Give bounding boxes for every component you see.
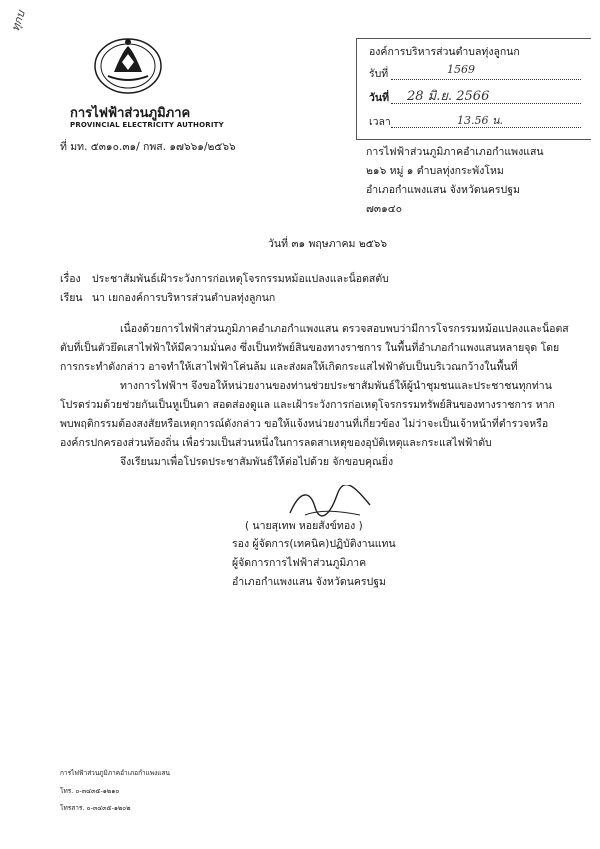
signer-name: ( นายสุเทพ หอยสังข์ทอง ) <box>245 520 363 532</box>
address-line-2: ๒๑๖ หมู่ ๑ ตำบลทุ่งกระพังโหม <box>366 165 504 177</box>
address-line-1: การไฟฟ้าส่วนภูมิภาคอำเภอกำแพงแสน <box>366 146 544 158</box>
stamp-date-value: 28 มิ.ย. 2566 <box>407 89 490 104</box>
recipient-text: นา เยกองค์การบริหารส่วนตำบลทุ่งลูกนก <box>92 292 276 304</box>
body-line-4: ทางการไฟฟ้าฯ จึงขอให้หน่วยงานของท่านช่วยประชาสัมพันธ์ให้ผู้นำชุมชนและประชาชนทุกท่าน <box>120 380 552 392</box>
letter-date: วันที่ ๓๑ พฤษภาคม ๒๕๖๖ <box>268 238 388 250</box>
address-line-3: อำเภอกำแพงแสน จังหวัดนครปฐม <box>366 184 520 196</box>
stamp-date-label: วันที่ <box>369 92 389 104</box>
recipient-label: เรียน <box>60 292 83 304</box>
subject-label: เรื่อง <box>60 273 81 285</box>
footer-phone: โทร. ๐-๓๔๓๕-๑๒๑๐ <box>60 787 120 795</box>
body-line-7: องค์กรปกครองส่วนท้องถิ่น เพื่อร่วมเป็นส่วนหนึ่งในการลดสาเหตุของอุบัติเหตุและกระแสไฟฟ้าดับ <box>60 437 492 449</box>
signature-scribble-icon <box>285 485 375 521</box>
pea-logo <box>92 32 164 96</box>
body-line-5: โปรดร่วมด้วยช่วยกันเป็นหูเป็นตา สอดส่องดูแล และเฝ้าระวังการก่อเหตุโจรกรรมทรัพย์สินของทางราชการ หาก <box>60 399 555 411</box>
reference-number: ที่ มท. ๕๓๑๐.๓๑/ กพส. ๑๗๖๖๑/๒๕๖๖ <box>60 141 236 153</box>
body-line-2: ตับที่เป็นตัวยึดเสาไฟฟ้าให้มีความมั่นคง ซึ่งเป็นทรัพย์สินของทางราชการ ในพื้นที่อำเภอกำแพงแสนหลายจุด โดย <box>60 342 560 354</box>
stamp-received-value: 1569 <box>447 63 475 76</box>
stamp-time-value: 13.56 น. <box>457 114 504 127</box>
signer-position-2: ผู้จัดการการไฟฟ้าส่วนภูมิภาค <box>232 557 367 569</box>
subject-text: ประชาสัมพันธ์เฝ้าระวังการก่อเหตุโจรกรรมหม้อแปลงและน็อตสตับ <box>92 273 389 285</box>
body-line-8: จึงเรียนมาเพื่อโปรดประชาสัมพันธ์ให้ต่อไปด้วย จักขอบคุณยิ่ง <box>120 456 394 468</box>
margin-note: ทุกบ <box>8 9 28 33</box>
pea-emblem-icon <box>92 32 164 96</box>
body-line-1: เนื่องด้วยการไฟฟ้าส่วนภูมิภาคอำเภอกำแพงแสน ตรวจสอบพบว่ามีการโจรกรรมหม้อแปลงและน็อตส <box>120 323 569 335</box>
org-name-thai: การไฟฟ้าส่วนภูมิภาค <box>70 106 191 121</box>
signer-position-1: รอง ผู้จัดการ(เทคนิค)ปฏิบัติงานแทน <box>232 538 396 550</box>
stamp-time-label: เวลา <box>369 116 391 128</box>
body-line-3: การกระทำดังกล่าว อาจทำให้เสาไฟฟ้าโค่นล้ม และส่งผลให้เกิดกระแสไฟฟ้าดับเป็นบริเวณกว้างในพื้นที่ <box>60 361 518 373</box>
footer-fax: โทรสาร. ๐-๓๔๓๕-๑๒๐๒ <box>60 804 131 812</box>
address-line-4: ๗๓๑๔๐ <box>366 203 403 215</box>
footer-office: การไฟฟ้าส่วนภูมิภาคอำเภอกำแพงแสน <box>60 769 170 777</box>
stamp-received-label: รับที่ <box>369 68 389 80</box>
stamp-title: องค์การบริหารส่วนตำบลทุ่งลูกนก <box>369 46 520 58</box>
receiving-stamp <box>356 38 591 140</box>
body-line-6: พบพฤติกรรมต้องสงสัยหรือเหตุการณ์ดังกล่าว ขอให้แจ้งหน่วยงานที่เกี่ยวข้อง ไม่ว่าจะเป็นเจ้าหน้าที่ตำรวจหรือ <box>60 418 549 430</box>
signer-position-3: อำเภอกำแพงแสน จังหวัดนครปฐม <box>232 576 386 588</box>
org-name-english: PROVINCIAL ELECTRICITY AUTHORITY <box>70 121 224 129</box>
